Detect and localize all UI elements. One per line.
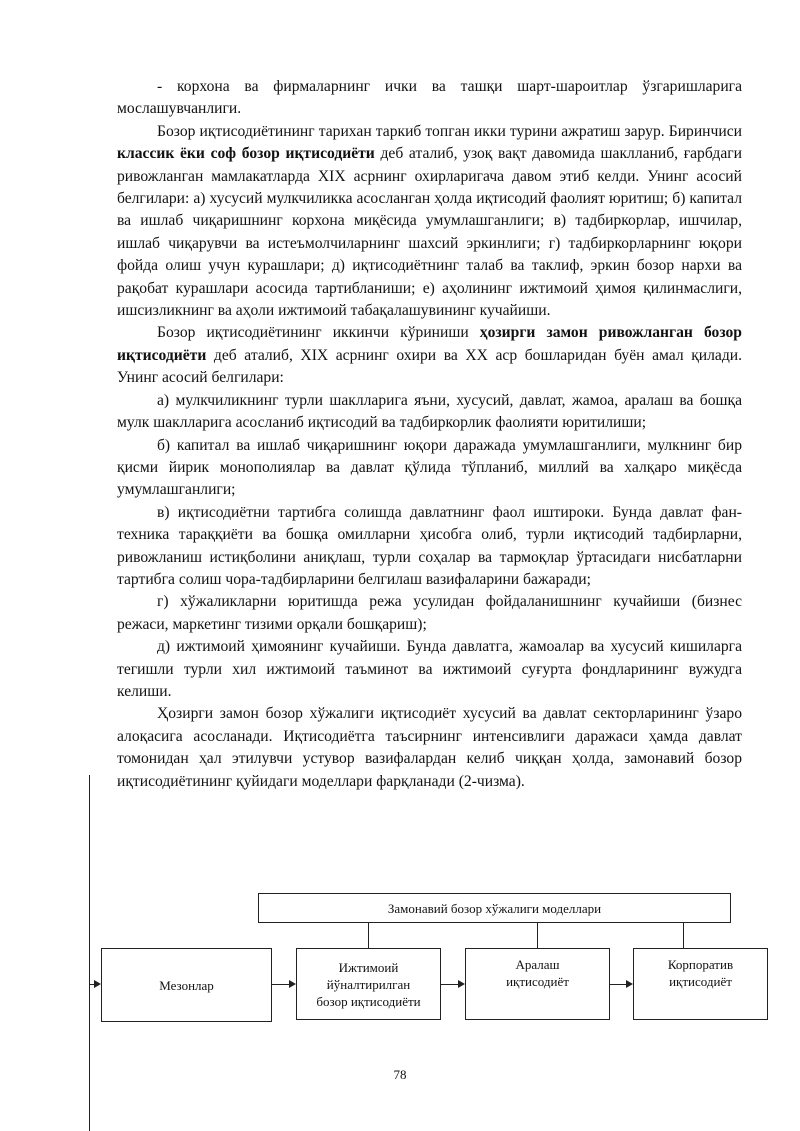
text-run: Ҳозирги замон бозор хўжалиги иқтисодиёт хусусий ва давлат секторларининг ўзаро алоқасига асосланади. Иқтисодиётга таъсирнинг интенсивлиги даражаси ҳамда давлат томонидан ҳал этилувчи устувор вазифалардан келиб чиққан ҳолда, замонавий бозор иқтисодиётининг қуйидаги моделлари фарқланади (2-чизма). — [117, 705, 742, 790]
arrow-head-icon — [94, 980, 101, 988]
connector-line — [537, 923, 538, 948]
corporate-economy-box — [633, 948, 768, 1020]
diagram-title: Замонавий бозор хўжалиги моделлари — [387, 900, 602, 916]
paragraph — [117, 636, 742, 703]
box-line: иқтисодиёт — [506, 974, 569, 989]
criteria-label: Мезонлар — [159, 977, 214, 993]
text-run: г) хўжаликларни юритишда режа усулидан фойдаланишнинг кучайиши (бизнес режаси, маркетинг тизими орқали бошқариш); — [117, 593, 742, 633]
text-run: в) иқтисодиётни тартибга солишда давлатнинг фаол иштироки. Бунда давлат фан-техника тараққиёти ва бошқа омилларни ҳисобга олиб, турли иқтисодий тадбирларни, ривожланиш истиқболини аниқлаш, турли соҳалар ва тармоқлар ўртасидаги нисбатларни тартибга солиш чора-тадбирларини белгилаш вазифаларини бажаради; — [117, 503, 742, 588]
connector-line — [683, 923, 684, 948]
paragraph — [117, 76, 742, 121]
arrow-head-icon — [289, 980, 296, 988]
text-run: Бозор иқтисодиётининг тарихан таркиб топган икки турини ажратиш зарур. Биринчиси — [157, 122, 742, 140]
paragraph — [117, 703, 742, 793]
arrow-shaft — [441, 984, 458, 985]
text-run: деб аталиб, XIX асрнинг охири ва XX аср бошларидан буён амал қилади. Унинг асосий белгилари: — [117, 346, 742, 387]
paragraph — [117, 121, 742, 323]
arrow-shaft — [610, 984, 626, 985]
diagram-title-box — [258, 893, 731, 923]
arrow-shaft — [272, 984, 289, 985]
text-run: б) капитал ва ишлаб чиқаришнинг юқори даражада умумлашганлиги, мулкнинг бир қисми йирик монополиялар ва давлат қўлида тўпланиб, миллий ва халқаро миқёсда умумлашганлиги; — [117, 436, 742, 499]
box-line: бозор иқтисодиёти — [316, 993, 421, 1009]
text-run: д) ижтимоий ҳимоянинг кучайиши. Бунда давлатга, жамоалар ва хусусий кишиларга тегишли турли хил ижтимоий таъминот ва ижтимоий суғурта фондларининг вужудга келиши. — [117, 638, 742, 700]
paragraph — [117, 390, 742, 435]
body-text — [117, 76, 742, 793]
bold-term: ҳозирги замон ривожланган бозор иқтисодиёти — [117, 324, 742, 364]
page-number: 78 — [393, 1067, 407, 1082]
box-line: йўналтирилган — [326, 976, 411, 992]
criteria-box — [101, 948, 272, 1022]
text-run: - корхона ва фирмаларнинг ички ва ташқи шарт-шароитлар ўзгаришларига мослашувчанлиги. — [117, 78, 742, 118]
box-line: Ижтимоий — [338, 959, 399, 975]
arrow-head-icon — [458, 980, 465, 988]
text-run: деб аталиб, узоқ вақт давомида шаклланиб, ғарбдаги ривожланган мамлакатларда XIX асрнинг охирларигача давом этиб келди. Унинг асосий белгилари: а) хусусий мулкчиликка асосланган ҳолда иқтисодий фаолият юритиш; б) капитал ва ишлаб чиқаришнинг корхона миқёсида умумлашганлиги; в) тадбиркорлар, ишчилар, ишлаб чиқарувчи ва истеъмолчиларнинг шахсий эркинлиги; г) тадбиркорларнинг юқори фойда олиш учун курашлари; д) иқтисодиётнинг талаб ва таклиф, эркин бозор нархи ва рақобат курашлари асосида тартибланиши; е) аҳолининг ижтимоий ҳимоя қилинмаслиги, ишсизликнинг ва аҳоли ижтимоий табақалашувининг кучайиши. — [117, 145, 742, 320]
bold-term: классик ёки соф бозор иқтисодиёти — [117, 145, 375, 163]
social-market-box — [296, 948, 441, 1020]
text-run: а) мулкчиликнинг турли шаклларига яъни, хусусий, давлат, жамоа, аралаш ва бошқа мулк шаклларига асосланиб иқтисодий ва тадбиркорлик фаолияти юритилиши; — [117, 391, 742, 432]
paragraph — [117, 322, 742, 389]
text-run: Бозор иқтисодиётининг иккинчи кўриниши — [157, 324, 480, 342]
paragraph — [117, 435, 742, 502]
connector-line — [368, 923, 369, 948]
box-line: Аралаш — [515, 957, 560, 972]
paragraph — [117, 591, 742, 636]
paragraph — [117, 502, 742, 592]
box-line: Корпоратив — [667, 957, 734, 972]
box-line: иқтисодиёт — [669, 974, 732, 989]
mixed-economy-box — [465, 948, 610, 1020]
arrow-head-icon — [626, 980, 633, 988]
